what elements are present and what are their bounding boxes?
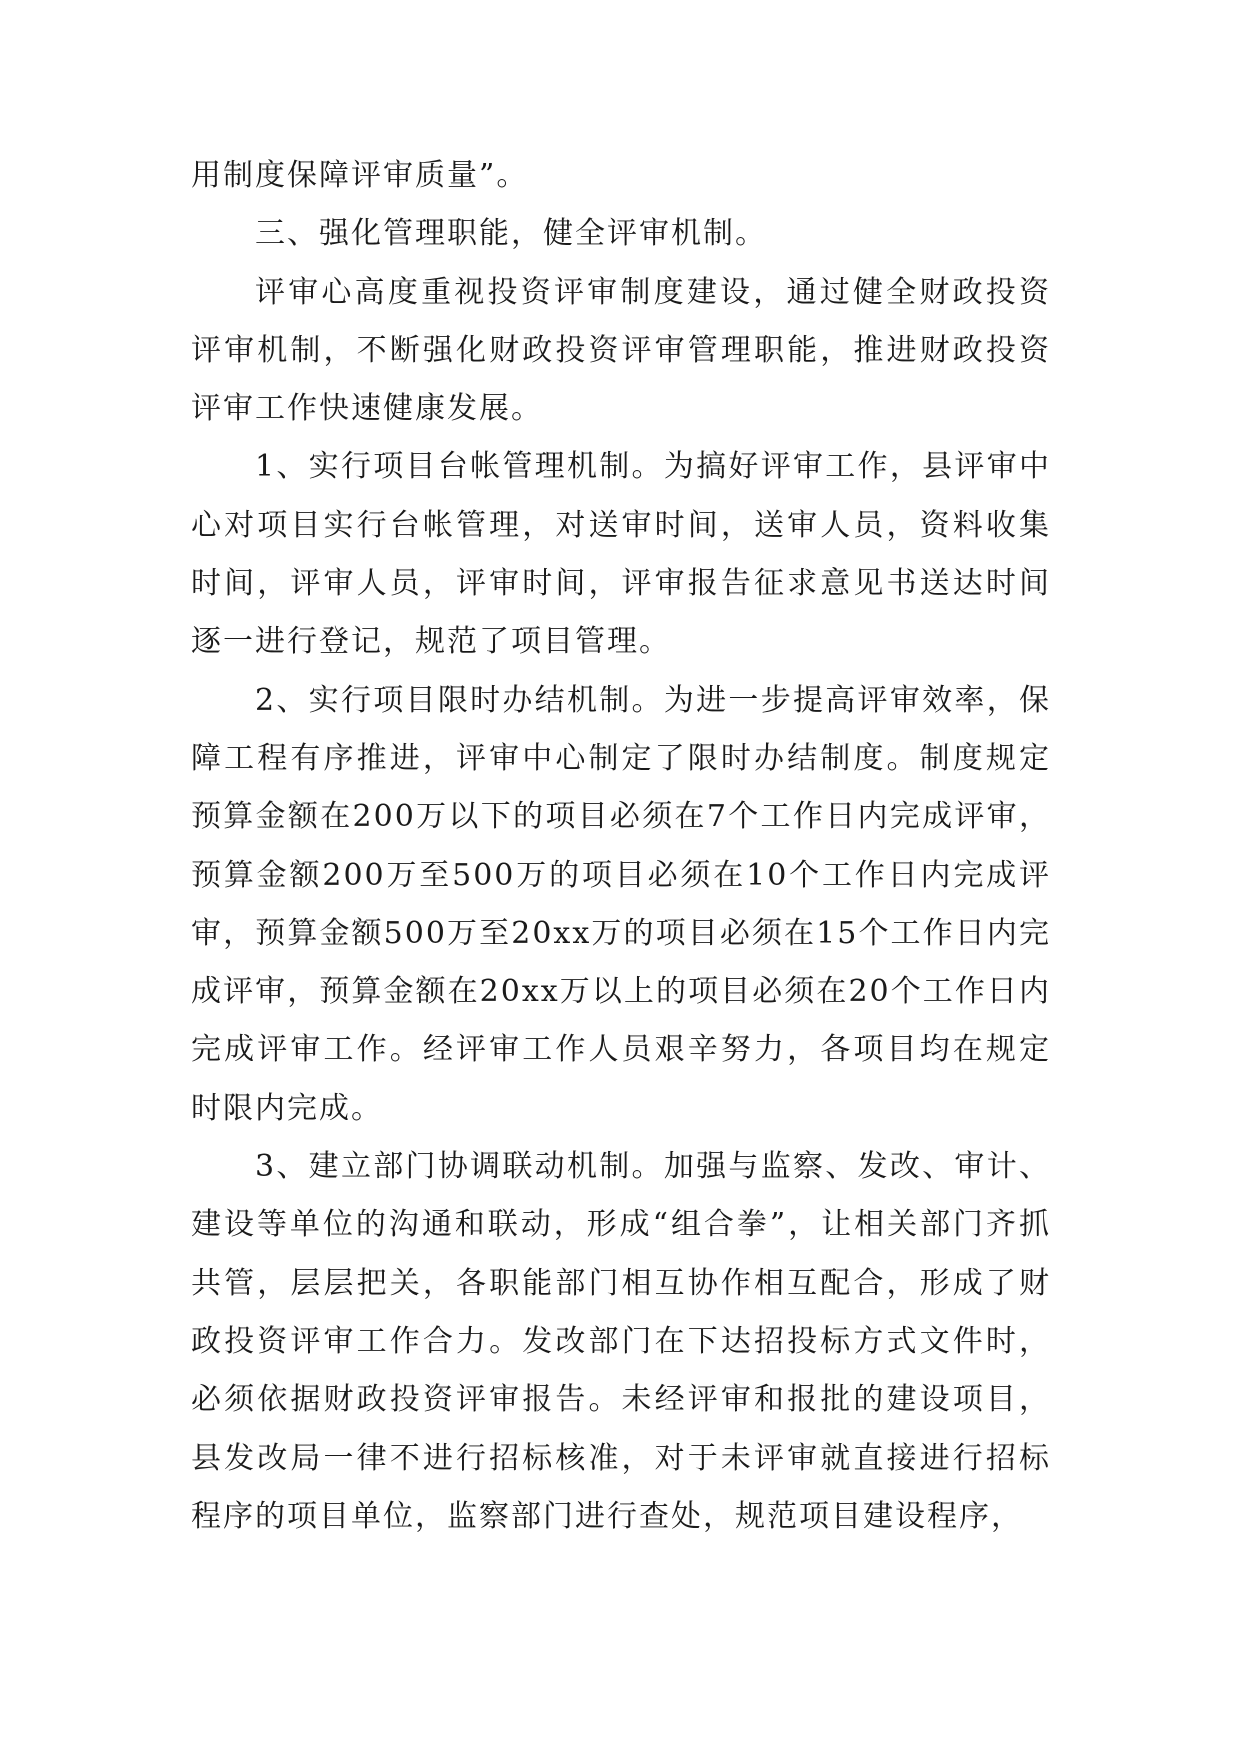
paragraph-item-1: 1、实行项目台帐管理机制。为搞好评审工作，县评审中心对项目实行台帐管理，对送审时间，送审人员，资料收集时间，评审人员，评审时间，评审报告征求意见书送达时间逐一进行登记，规范了项目管理。: [191, 449, 1051, 660]
section-heading: 三、强化管理职能，健全评审机制。: [255, 216, 767, 252]
paragraph-continuation: 用制度保障评审质量”。: [191, 158, 529, 193]
paragraph-intro: 评审心高度重视投资评审制度建设，通过健全财政投资评审机制，不断强化财政投资评审管理职能，推进财政投资评审工作快速健康发展。: [191, 274, 1051, 427]
paragraph-item-3: 3、建立部门协调联动机制。加强与监察、发改、审计、建设等单位的沟通和联动，形成“组合拳”，让相关部门齐抓共管，层层把关，各职能部门相互协作相互配合，形成了财政投资评审工作合力。发改部门在下达招投标方式文件时，必须依据财政投资评审报告。未经评审和报批的建设项目，县发改局一律不进行招标核准，对于未评审就直接进行招标程序的项目单位，监察部门进行查处，规范项目建设程序，: [191, 1149, 1051, 1534]
paragraph-item-2: 2、实行项目限时办结机制。为进一步提高评审效率，保障工程有序推进，评审中心制定了限时办结制度。制度规定预算金额在200万以下的项目必须在7个工作日内完成评审，预算金额200万至500万的项目必须在10个工作日内完成评审，预算金额500万至20xx万的项目必须在15个工作日内完成评审，预算金额在20xx万以上的项目必须在20个工作日内完成评审工作。经评审工作人员艰辛努力，各项目均在规定时限内完成。: [191, 682, 1051, 1126]
document-body: [191, 147, 1051, 1546]
